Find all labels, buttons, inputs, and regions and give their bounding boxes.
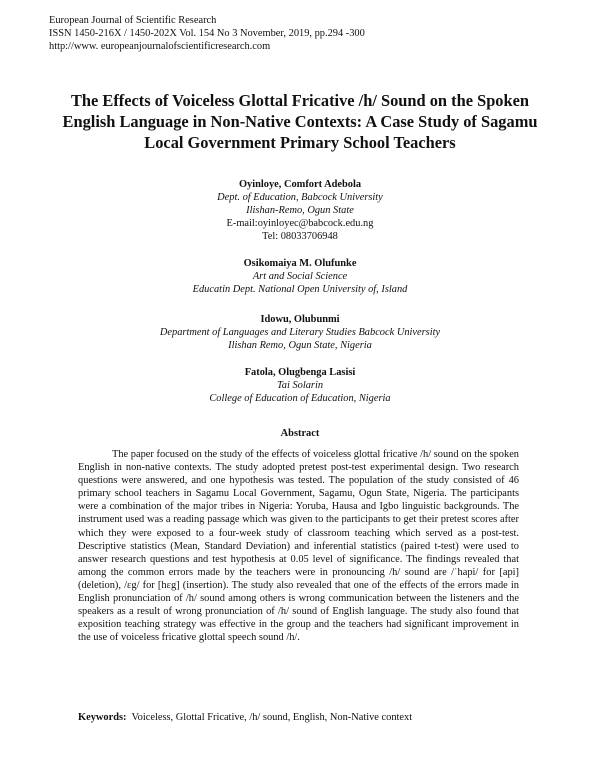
author-email[interactable]: E-mail:oyinloyec@babcock.edu.ng xyxy=(226,218,374,229)
paper-title: The Effects of Voiceless Glottal Fricative /h/ Sound on the Spoken English Language in Non-Native Contexts: A Case Study of Sagamu Local Government Primary School Teachers xyxy=(62,91,538,152)
abstract-body: The paper focused on the study of the effects of voiceless glottal fricative /h/ sound on the spoken English in non-native contexts. The study adopted pretest post-test experimental design. Two research questions were answered, and one hypothesis was tested. The population of the study consisted of 46 primary school teachers in Sagamu Local Government, Sagamu, Ogun State, Nigeria. The participants were a combination of the major tribes in Nigeria: Yoruba, Hausa and Igbo linguistic backgrounds. The instrument used was a reading passage which was given to the participants to get their pretest scores after which they were exposed to a four-week study of classroom teaching which served as a post-test. Descriptive statistics (Mean, Standard Deviation) and inferential statistics (paired t-test) were used to answer research questions and test hypothesis at 0.05 level of significance. The findings revealed that among the common errors made by the teachers were in pronouncing /h/ sound are /ˈhapi/ for [api] (deletion), /ɛg/ for [hɛg] (insertion). The study also revealed that one of the effects of the errors made in English pronunciation of /h/ sound among others is wrong communication between the listeners and the speakers as a result of wrong pronunciation of /h/ sound of English language. The study also found that exposition teaching strategy was effective in the group and the teachers had significant improvement in the use of voiceless fricative glottal speech sound /h/. xyxy=(78,449,519,644)
author-affiliation: Educatin Dept. National Open University of, Island xyxy=(192,284,408,295)
author-block-2 xyxy=(0,257,600,296)
author-block-1 xyxy=(0,178,600,243)
author-name: Oyinloye, Comfort Adebola xyxy=(238,179,362,190)
author-name: Idowu, Olubunmi xyxy=(260,314,340,325)
author-affiliation: Dept. of Education, Babcock University xyxy=(217,192,383,203)
author-name: Osikomaiya M. Olufunke xyxy=(243,258,357,269)
author-phone: Tel: 08033706948 xyxy=(262,231,338,242)
keywords-text: Voiceless, Glottal Fricative, /h/ sound, English, Non-Native context xyxy=(131,712,413,723)
author-affiliation: Ilishan Remo, Ogun State, Nigeria xyxy=(228,340,372,351)
author-affiliation: Ilishan-Remo, Ogun State xyxy=(246,205,354,216)
author-name: Fatola, Olugbenga Lasisi xyxy=(244,367,356,378)
author-affiliation: Art and Social Science xyxy=(252,271,348,282)
author-affiliation: Tai Solarin xyxy=(276,380,324,391)
author-affiliation: College of Education of Education, Nigeria xyxy=(209,393,391,404)
journal-header xyxy=(49,14,365,53)
keywords-line xyxy=(78,712,412,723)
author-affiliation: Department of Languages and Literary Studies Babcock University xyxy=(159,327,441,338)
keywords-label: Keywords: xyxy=(78,712,127,723)
journal-name: European Journal of Scientific Research xyxy=(49,15,217,26)
journal-url[interactable]: http://www. europeanjournalofscientificresearch.com xyxy=(49,41,271,52)
author-block-3 xyxy=(0,313,600,352)
abstract-heading: Abstract xyxy=(280,428,320,439)
author-block-4 xyxy=(0,366,600,405)
journal-issn: ISSN 1450-216X / 1450-202X Vol. 154 No 3 November, 2019, pp.294 -300 xyxy=(49,28,365,39)
